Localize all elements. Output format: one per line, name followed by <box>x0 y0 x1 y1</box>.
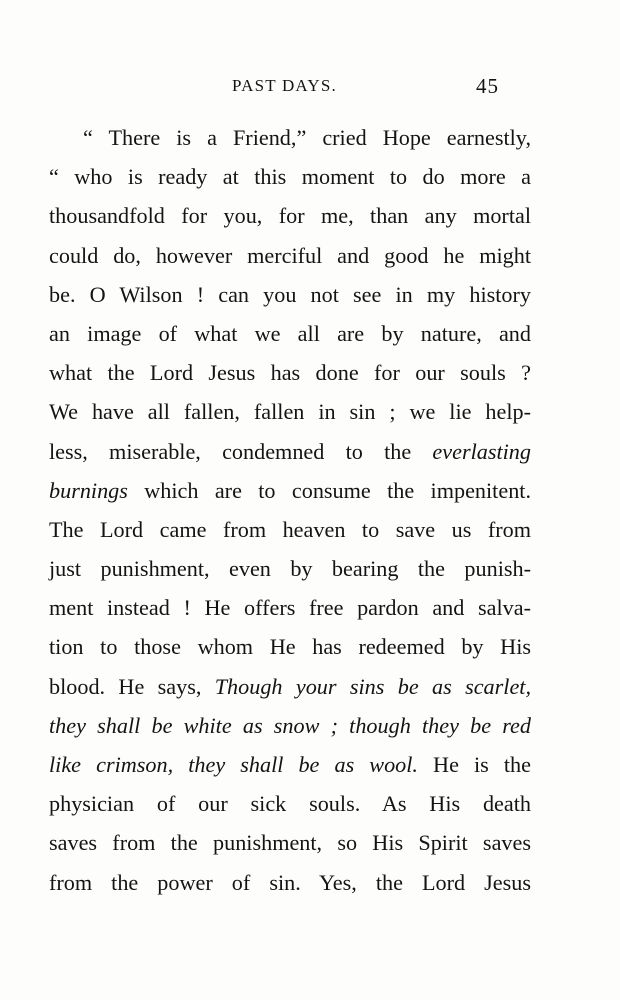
text-line <box>49 667 531 706</box>
text-line <box>49 784 531 823</box>
text-segment: saves from the punishment, so His Spirit saves <box>49 830 531 856</box>
text-segment: He is the <box>417 752 531 777</box>
text-segment: which are to consume the impenitent. <box>127 477 531 503</box>
italic-text: Though your sins be as scarlet, <box>214 673 531 699</box>
text-segment: blood. He says, <box>49 673 215 699</box>
text-line <box>49 392 531 431</box>
text-segment: The Lord came from heaven to save us from <box>49 516 531 542</box>
text-line <box>49 745 531 784</box>
text-line <box>49 432 531 471</box>
text-segment: “ who is ready at this moment to do more a <box>49 164 531 190</box>
text-line <box>49 863 531 902</box>
text-line <box>49 510 531 549</box>
text-segment: just punishment, even by bearing the punish- <box>49 556 531 582</box>
text-line <box>49 706 531 745</box>
text-line <box>49 823 531 862</box>
italic-text: like crimson, they shall be as wool. <box>49 752 418 777</box>
text-segment: what the Lord Jesus has done for our souls ? <box>49 360 531 386</box>
text-line <box>49 118 531 157</box>
page-number: 45 <box>476 74 499 98</box>
text-line <box>49 588 531 627</box>
text-segment: tion to those whom He has redeemed by His <box>49 634 531 660</box>
text-segment: could do, however merciful and good he might <box>49 242 531 268</box>
text-segment: thousandfold for you, for me, than any mortal <box>49 203 531 229</box>
text-segment: less, miserable, condemned to the <box>49 438 433 464</box>
italic-text: burnings <box>49 477 128 503</box>
body-text <box>49 118 531 902</box>
text-segment: an image of what we all are by nature, and <box>49 320 531 346</box>
italic-text: everlasting <box>432 438 531 464</box>
text-line <box>49 236 531 275</box>
text-segment: “ There is a Friend,” cried Hope earnestly, <box>83 125 531 150</box>
text-segment: from the power of sin. Yes, the Lord Jesus <box>49 869 531 895</box>
text-line <box>49 314 531 353</box>
text-line <box>49 157 531 196</box>
text-segment: ment instead ! He offers free pardon and salva- <box>49 595 531 621</box>
text-segment: be. O Wilson ! can you not see in my history <box>49 281 531 307</box>
italic-text: they shall be white as snow ; though they be red <box>49 712 531 738</box>
text-line <box>49 549 531 588</box>
text-segment: We have all fallen, fallen in sin ; we lie help- <box>49 399 531 425</box>
running-title: PAST DAYS. <box>232 76 337 95</box>
text-line <box>49 627 531 666</box>
running-head <box>0 74 620 102</box>
text-line <box>49 275 531 314</box>
text-segment: physician of our sick souls. As His death <box>49 791 531 817</box>
text-line <box>49 471 531 510</box>
text-line <box>49 196 531 235</box>
text-line <box>49 353 531 392</box>
